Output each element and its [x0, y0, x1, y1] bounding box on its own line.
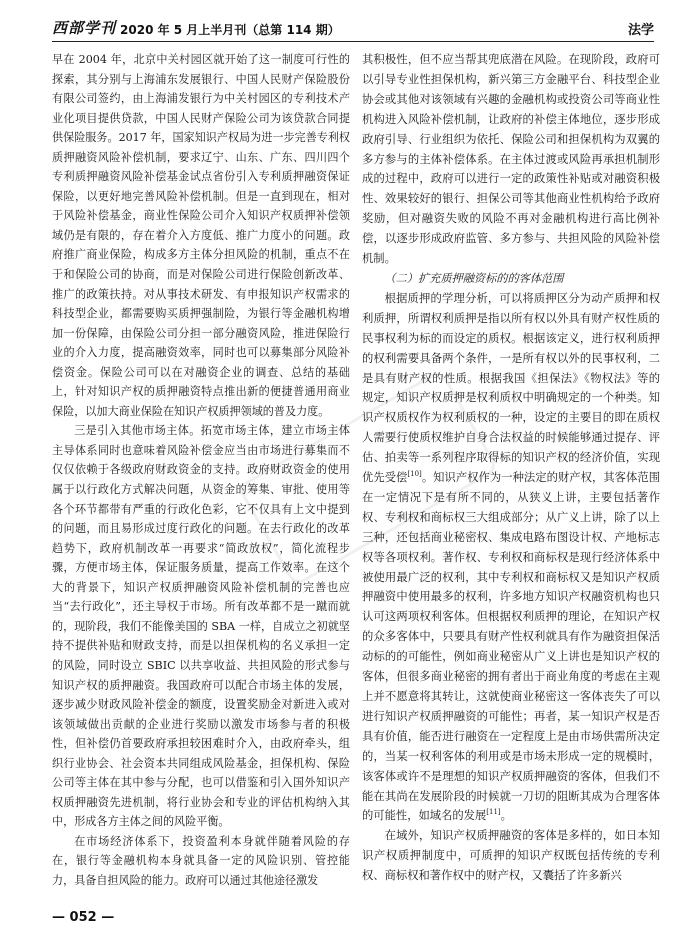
right-column [362, 50, 660, 886]
left-column [52, 50, 350, 891]
page-header [52, 18, 654, 42]
journal-logo: 西部学刊 [52, 19, 117, 37]
paragraph: 其积极性，但不应当帮其兜底潜在风险。在现阶段，政府可以引导专业性担保机构，新兴第三方金融平台、科技型企业协会或其他对该领域有兴趣的金融机构或投资公司等商业性机构进入风险补偿机制，让政府的补偿主体地位，逐步形成政府引导、行业组织为依托、保险公司和担保机构为双翼的多方参与的主体补偿体系。在主体过渡或风险再承担机制形成的过程中，政府可以进行一定的政策性补贴或对融资积极性、效果较好的银行、担保公司等其他商业性机构给予政府奖励，但对融资失败的风险不再对金融机构进行高比例补偿，以逐步形成政府监管、多方参与、共担风险的风险补偿机制。 [362, 53, 660, 266]
paragraph: 早在 2004 年，北京中关村园区就开始了这一制度可行性的探索，其分别与上海浦东发展银行、中国人民财产保险股份有限公司签约，由上海浦发银行为中关村园区的专利技术产业化项目提供贷款，中国人民财产保险公司为该贷款合同提供保险服务。2017 年，国家知识产权局为进一步完善专利权质押融资风险补偿机制，要求辽宁、山东、广东、四川四个专利质押融资风险补偿基金试点省份引入专利质押融资保证保险，以更好地完善风险补偿机制。但是一直到现在，相对于风险补偿基金，商业性保险公司介入知识产权质押补偿领域仍是有限的，存在着介入方度低、推广力度小的问题。政府推广商业保险，构成多方主体分担风险的机制，重点不在于和保险公司的协商，而是对保险公司进行保险创新改革、推广的政策扶持。对从事技术研发、有申报知识产权需求的科技型企业，都需要购买质押强制险，为银行等金融机构增加一份保障，由保险公司分担一部分融资风险，推进保险行业的介入力度，提高融资效率，同时也可以募集部分风险补偿资金。保险公司可以在对融资企业的调查、总结的基础上，针对知识产权的质押融资特点推出新的便捷普通用商业保险，以加大商业保险在知识产权质押领域的普及力度。 [52, 53, 351, 418]
citation-marker: [10] [407, 470, 422, 479]
page-number: — 052 — [52, 910, 115, 925]
subsection-heading: （二）扩充质押融资标的的客体范围 [384, 271, 564, 285]
citation-marker: [11] [486, 808, 501, 817]
paragraph: 三是引入其他市场主体。拓宽市场主体，建立市场主体主导体系同时也意味着风险补偿金应当由市场进行募集而不仅仅依赖于各级政府财政资金的支持。政府财政资金的使用属于以行政化方式解决问题，从资金的筹集、审批、使用等各个环节都带有严重的行政化色彩，它不仅具有上文中提到的问题，而且易形成过度行政化的问题。在去行政化的改革趋势下，政府机制改革一再要求“简政放权”，简化流程步骤，方便市场主体，保证服务质量，提高工作效率。在这个大的背景下，知识产权质押融资风险补偿机制的完善也应当“去行政化”，还主导权于市场。所有改革都不是一蹴而就的，现阶段，我们不能像美国的 SBA 一样，自成立之初就坚持不提供补贴和财政支持，而是以担保机构的名义承担一定的风险，同时设立 SBIC 以共享收益、共担风险的形式参与知识产权的质押融资。我国政府可以配合市场主体的发展，逐步减少财政风险补偿金的额度，设置奖励金对新进入或对该领域做出贡献的企业进行奖励以激发市场参与者的积极性，但补偿仍首要政府承担较困难时介入，由政府牵头，组织行业协会、社会资本共同组成风险基金，担保机构、保险公司等主体在其中参与分配，也可以借鉴和引入国外知识产权质押融资先进机制，将行业协会和专业的评估机构纳入其中，形成各方主体之间的风险平衡。 [52, 424, 350, 829]
section-label: 法学 [627, 23, 654, 38]
paragraph: 在域外，知识产权质押融资的客体是多样的，如日本知识产权质押制度中，可质押的知识产权既包括传统的专利权、商标权和著作权中的财产权，又囊括了许多新兴 [362, 829, 660, 883]
header-left [52, 17, 340, 38]
paragraph: 在市场经济体系下，投资盈利本身就伴随着风险的存在，银行等金融机构本身就具备一定的风险识别、管控能力，具备自担风险的能力。政府可以通过其他途径激发 [52, 834, 350, 887]
paragraph: 根据质押的学理分析，可以将质押区分为动产质押和权利质押，所谓权利质押是指以所有权以外具有财产权性质的民事权利为标的而设定的质权。根据该定义，进行权利质押的权利需要具备两个条件，一是所有权以外的民事权利，二是具有财产权的性质。根据我国《担保法》《物权法》等的规定，知识产权质押是权利质权中明确规定的一个种类。知识产权质权作为权利质权的一种，设定的主要目的即在质权人需要行使质权维护自身合法权益的时候能够通过提存、评估、拍卖等一系列程序取得标的知识产权的经济价值，实现优先受偿[10]。知识产权作为一种法定的财产权，其客体范围在一定情况下是有所不同的，从狭义上讲，主要包括著作权、专利权和商标权三大组成部分；从广义上讲，除了以上三种，还包括商业秘密权、集成电路布图设计权、产地标志权等各项权利。著作权、专利权和商标权是现行经济体系中被使用最广泛的权利，其中专利权和商标权又是知识产权质押融资中使用最多的权利，许多地方知识产权融资机构也只认可这两项权利客体。但根据权利质押的理论，在知识产权的众多客体中，只要具有财产性权利就具有作为融资担保活动标的的可能性，例如商业秘密从广义上讲也是知识产权的客体，但很多商业秘密的拥有者出于商业角度的考虑在主观上并不愿意将其转让，这就使商业秘密这一客体丧失了可以进行知识产权质押融资的可能性；再者，某一知识产权是否具有价值，能否进行融资在一定程度上是由市场供需所决定的，当某一权利客体的利用或是市场未形成一定的规模时，该客体或许不是理想的知识产权质押融资的客体，但我们不能在其尚在发展阶段的时候就一刀切的阻断其成为合理客体的可能性，如域名的发展[11]。 [362, 291, 660, 823]
issue-info: 2020 年 5 月上半月刊（总第 114 期） [120, 23, 340, 37]
